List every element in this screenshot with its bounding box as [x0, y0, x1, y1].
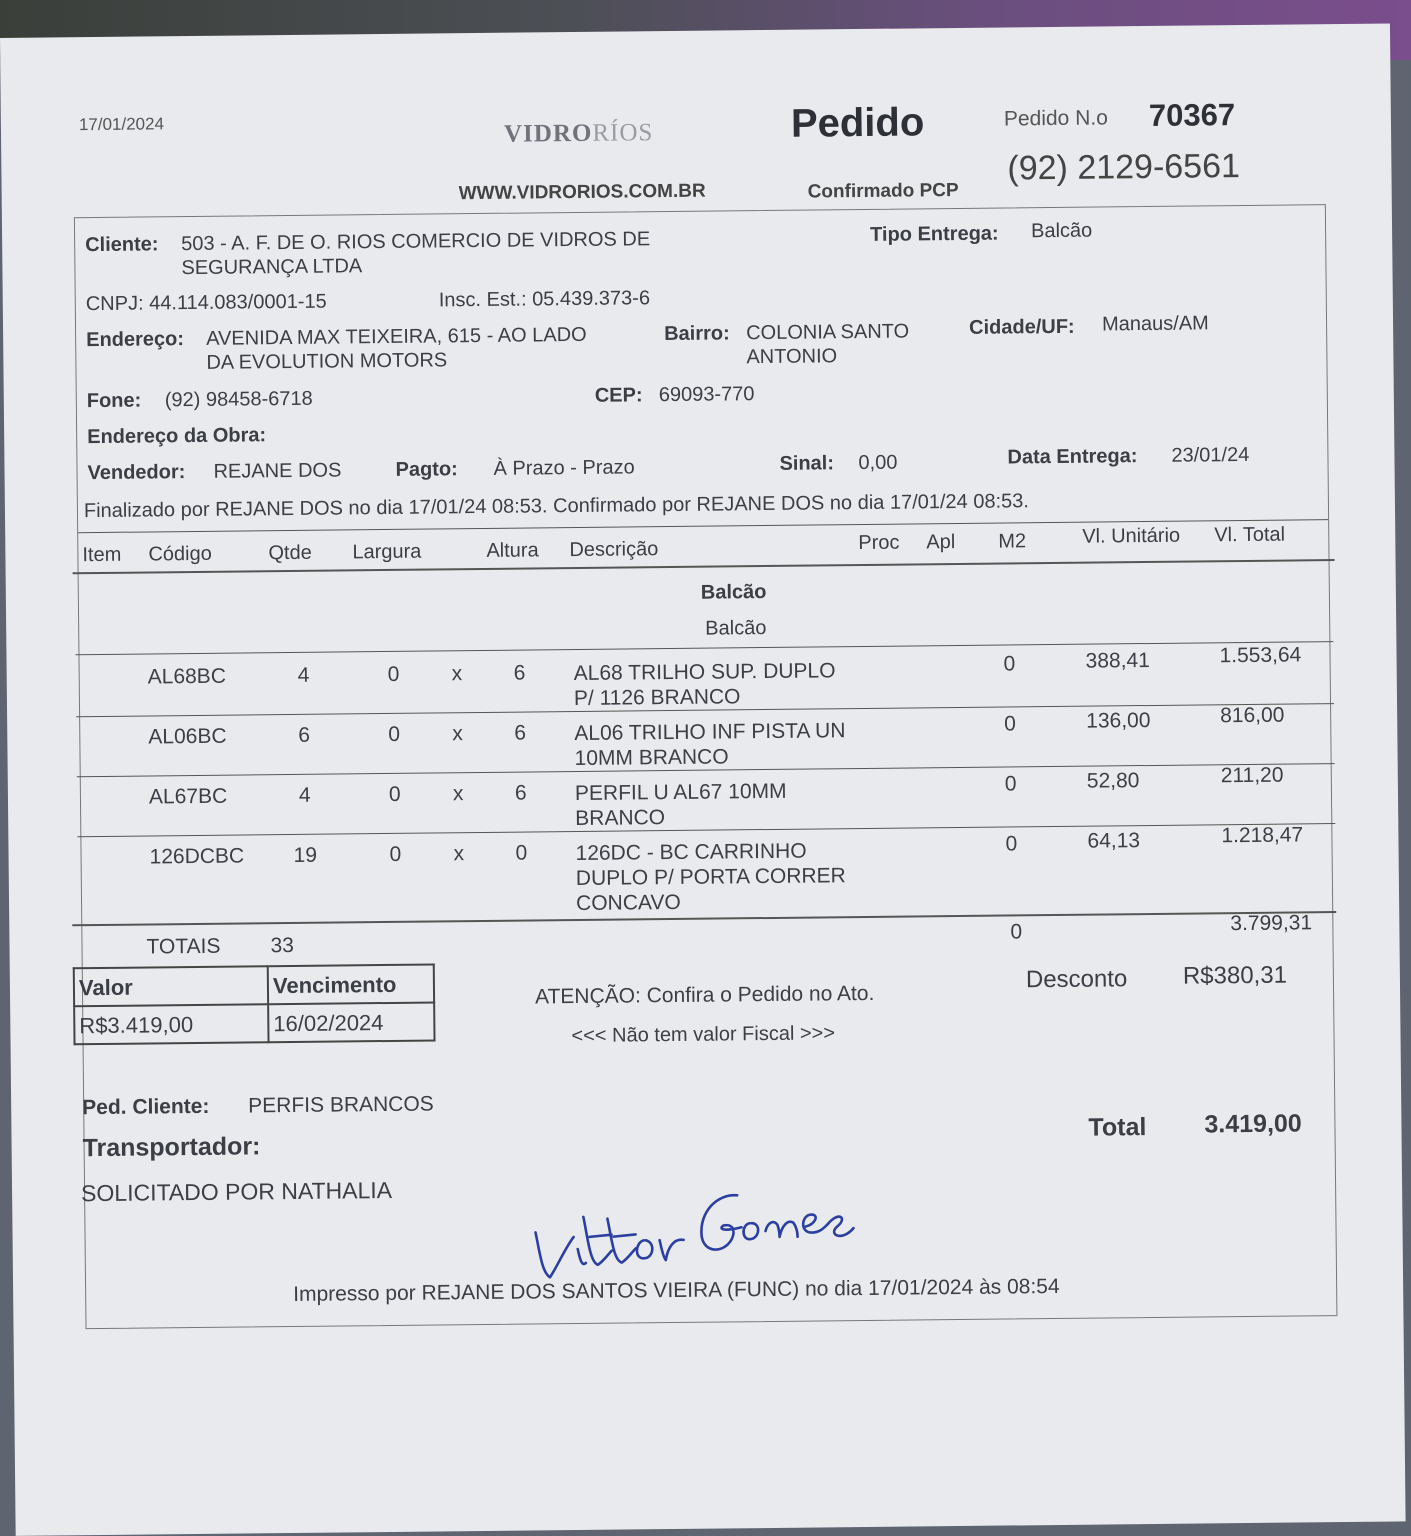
city-label: Cidade/UF: — [968, 315, 1075, 339]
logo-bold-text: VIDRO — [503, 119, 593, 148]
row-total: 1.553,64 — [1219, 643, 1302, 668]
finalized-note: Finalizado por REJANE DOS no dia 17/01/24 08:53. Confirmado por REJANE DOS no dia 17/01/24 08:53. — [83, 490, 1030, 523]
client-state-registration: Insc. Est.: 05.439.373-6 — [438, 287, 651, 312]
row-code: AL06BC — [148, 724, 227, 749]
payment-terms: À Prazo - Prazo — [493, 456, 635, 480]
row-qty: 4 — [298, 783, 311, 807]
col-qty: Qtde — [268, 541, 312, 565]
client-phone: (92) 98458-6718 — [164, 387, 313, 412]
zip-code: 69093-770 — [658, 383, 755, 407]
row-total: 1.218,47 — [1221, 823, 1304, 848]
district-label: Bairro: — [664, 322, 730, 346]
row-times: x — [452, 782, 464, 806]
fiscal-notice: <<< Não tem valor Fiscal >>> — [571, 1022, 836, 1048]
row-code: AL67BC — [148, 784, 228, 809]
group-subtitle: Balcão — [705, 617, 767, 640]
row-qty: 4 — [297, 663, 310, 687]
row-description: AL68 TRILHO SUP. DUPLO P/ 1126 BRANCO — [573, 659, 836, 711]
seller-label: Vendedor: — [87, 461, 186, 485]
row-height: 6 — [514, 721, 527, 745]
district-line2: ANTONIO — [746, 345, 838, 369]
row-qty: 6 — [298, 723, 311, 747]
payment-due-date: 16/02/2024 — [268, 1003, 434, 1043]
col-total-price: Vl. Total — [1214, 523, 1286, 547]
delivery-date: 23/01/24 — [1171, 443, 1250, 467]
seller: REJANE DOS — [213, 459, 342, 483]
payment-due-header: Vencimento — [268, 965, 434, 1005]
col-width: Largura — [352, 540, 422, 564]
col-proc: Proc — [858, 531, 900, 555]
totals-value: 3.799,31 — [1230, 911, 1313, 936]
totals-label: TOTAIS — [146, 934, 221, 959]
payment-value: R$3.419,00 — [74, 1004, 268, 1044]
row-qty: 19 — [293, 843, 318, 867]
delivery-date-label: Data Entrega: — [1007, 445, 1138, 469]
phone-label: Fone: — [86, 389, 142, 413]
payment-label: Pagto: — [395, 458, 458, 481]
row-description: 126DC - BC CARRINHO DUPLO P/ PORTA CORRER CONCAVO — [575, 839, 846, 916]
company-phone: (92) 2129-6561 — [1007, 147, 1241, 188]
row-m2: 0 — [1003, 652, 1016, 676]
row-code: AL68BC — [147, 664, 227, 689]
group-title: Balcão — [700, 581, 767, 604]
row-unit-price: 52,80 — [1086, 769, 1140, 793]
client-order: PERFIS BRANCOS — [248, 1092, 434, 1118]
order-status: Confirmado PCP — [807, 179, 959, 203]
client-label: Cliente: — [85, 233, 159, 257]
order-number-label: Pedido N.o — [1003, 106, 1108, 131]
address-label: Endereço: — [86, 328, 185, 352]
row-m2: 0 — [1004, 712, 1017, 736]
row-height: 0 — [515, 841, 528, 865]
col-unit-price: Vl. Unitário — [1082, 524, 1181, 548]
address-line1: AVENIDA MAX TEIXEIRA, 615 - AO LADO — [206, 323, 587, 350]
divider — [73, 559, 1335, 574]
client-name-line1: 503 - A. F. DE O. RIOS COMERCIO DE VIDROS DE — [181, 228, 651, 256]
client-cnpj: CNPJ: 44.114.083/0001-15 — [85, 290, 327, 316]
row-times: x — [453, 842, 465, 866]
requested-by: SOLICITADO POR NATHALIA — [80, 1176, 393, 1207]
total-value: 3.419,00 — [1204, 1109, 1302, 1139]
payment-table — [73, 963, 436, 1045]
row-height: 6 — [513, 661, 526, 685]
row-width: 0 — [388, 722, 401, 746]
logo-light-text: RÍOS — [592, 119, 654, 147]
website-url: WWW.VIDRORIOS.COM.BR — [458, 180, 706, 205]
row-total: 211,20 — [1220, 763, 1284, 788]
row-times: x — [452, 722, 463, 746]
document-title: Pedido — [790, 100, 925, 146]
company-logo — [504, 119, 654, 149]
total-label: Total — [1088, 1113, 1147, 1142]
address-line2: DA EVOLUTION MOTORS — [206, 349, 448, 374]
row-description: AL06 TRILHO INF PISTA UN 10MM BRANCO — [574, 719, 846, 771]
col-description: Descrição — [569, 538, 659, 562]
handwritten-signature — [527, 1134, 869, 1288]
client-name-line2: SEGURANÇA LTDA — [181, 255, 363, 280]
order-number: 70367 — [1148, 97, 1236, 133]
row-description: PERFIL U AL67 10MM BRANCO — [574, 779, 787, 831]
row-unit-price: 388,41 — [1085, 648, 1150, 673]
row-width: 0 — [387, 662, 400, 686]
row-m2: 0 — [1004, 772, 1017, 796]
row-times: x — [451, 662, 463, 686]
col-apl: Apl — [926, 531, 956, 554]
col-item: Item — [82, 543, 122, 567]
row-unit-price: 64,13 — [1087, 829, 1141, 853]
payment-value-header: Valor — [74, 966, 268, 1006]
attention-notice: ATENÇÃO: Confira o Pedido no Ato. — [534, 981, 875, 1009]
col-code: Código — [148, 542, 212, 566]
totals-m2: 0 — [1010, 920, 1023, 944]
discount-label: Desconto — [1025, 965, 1128, 994]
col-m2: M2 — [998, 530, 1027, 553]
deposit-label: Sinal: — [779, 452, 835, 475]
row-m2: 0 — [1005, 832, 1018, 856]
row-total: 816,00 — [1220, 703, 1285, 728]
city: Manaus/AM — [1101, 312, 1209, 336]
discount-value: R$380,31 — [1182, 961, 1288, 990]
row-width: 0 — [389, 842, 402, 866]
work-address-label: Endereço da Obra: — [87, 424, 267, 449]
delivery-type: Balcão — [1030, 219, 1093, 243]
district-line1: COLONIA SANTO — [746, 320, 910, 345]
print-date: 17/01/2024 — [78, 114, 165, 135]
col-height: Altura — [486, 539, 539, 562]
carrier-label: Transportador: — [82, 1132, 261, 1163]
printed-by-note: Impresso por REJANE DOS SANTOS VIEIRA (FUNC) no dia 17/01/2024 às 08:54 — [293, 1274, 1060, 1306]
delivery-type-label: Tipo Entrega: — [869, 222, 999, 246]
row-width: 0 — [388, 782, 401, 806]
row-unit-price: 136,00 — [1086, 708, 1151, 733]
zip-label: CEP: — [594, 384, 643, 407]
order-document — [0, 23, 1406, 1535]
totals-qty: 33 — [270, 933, 294, 958]
row-code: 126DCBC — [149, 844, 245, 869]
client-order-label: Ped. Cliente: — [82, 1094, 210, 1120]
deposit: 0,00 — [858, 451, 898, 475]
row-height: 6 — [514, 781, 527, 805]
